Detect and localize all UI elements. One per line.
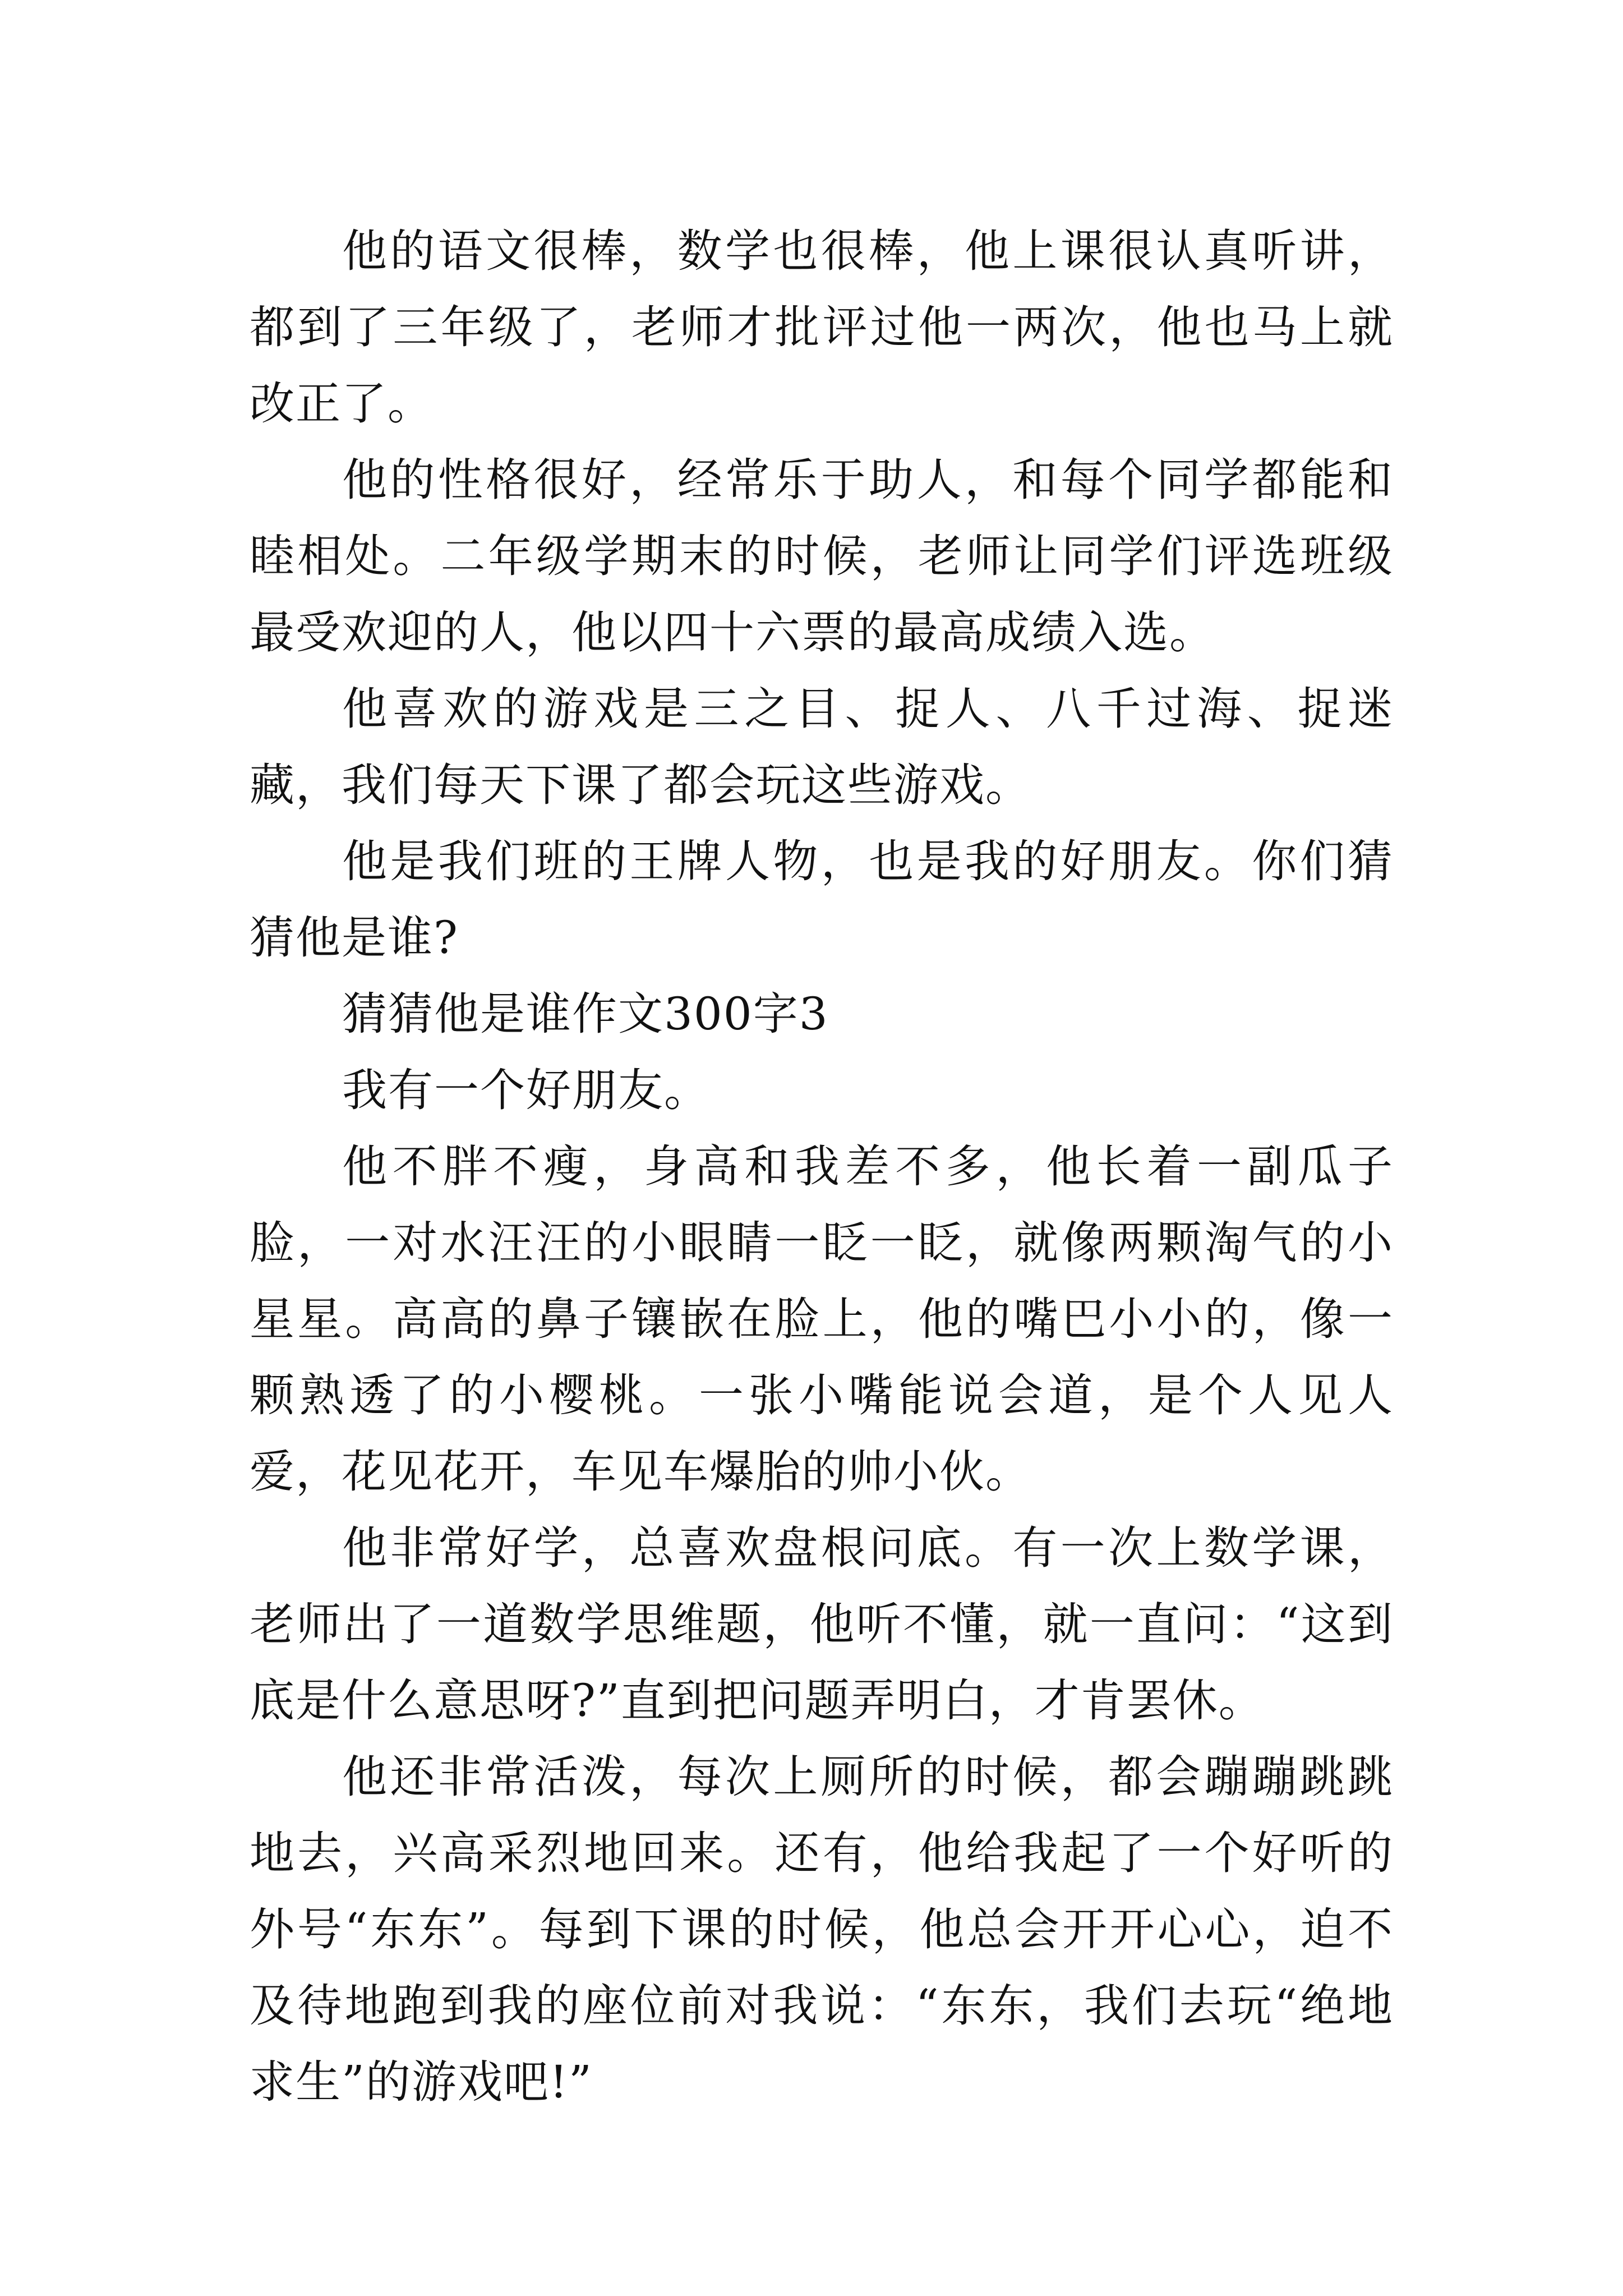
document-body bbox=[250, 213, 1394, 2120]
essay-title: 猜猜他是谁作文300字3 bbox=[342, 988, 829, 1040]
paragraph: 他的语文很棒，数学也很棒，他上课很认真听讲，都到了三年级了，老师才批评过他一两次，他也马上就改正了。 bbox=[250, 225, 1394, 430]
paragraph: 他的性格很好，经常乐于助人，和每个同学都能和睦相处。二年级学期末的时候，老师让同学们评选班级最受欢迎的人，他以四十六票的最高成绩入选。 bbox=[250, 454, 1394, 659]
paragraph: 他是我们班的王牌人物，也是我的好朋友。你们猜猜他是谁? bbox=[250, 835, 1394, 964]
paragraph: 他不胖不瘦，身高和我差不多，他长着一副瓜子脸，一对水汪汪的小眼睛一眨一眨，就像两颗淘气的小星星。高高的鼻子镶嵌在脸上，他的嘴巴小小的，像一颗熟透了的小樱桃。一张小嘴能说会道，是个人见人爱，花见花开，车见车爆胎的帅小伙。 bbox=[250, 1140, 1394, 1498]
opening-line: 我有一个好朋友。 bbox=[342, 1064, 710, 1116]
paragraph: 他非常好学，总喜欢盘根问底。有一次上数学课，老师出了一道数学思维题，他听不懂，就一直问：“这到底是什么意思呀?”直到把问题弄明白，才肯罢休。 bbox=[250, 1522, 1394, 1727]
paragraph: 他还非常活泼，每次上厕所的时候，都会蹦蹦跳跳地去，兴高采烈地回来。还有，他给我起了一个好听的外号“东东”。每到下课的时候，他总会开开心心，迫不及待地跑到我的座位前对我说：“东东，我们去玩“绝地求生”的游戏吧!” bbox=[250, 1751, 1394, 2108]
paragraph: 他喜欢的游戏是三之目、捉人、八千过海、捉迷藏，我们每天下课了都会玩这些游戏。 bbox=[250, 683, 1394, 811]
